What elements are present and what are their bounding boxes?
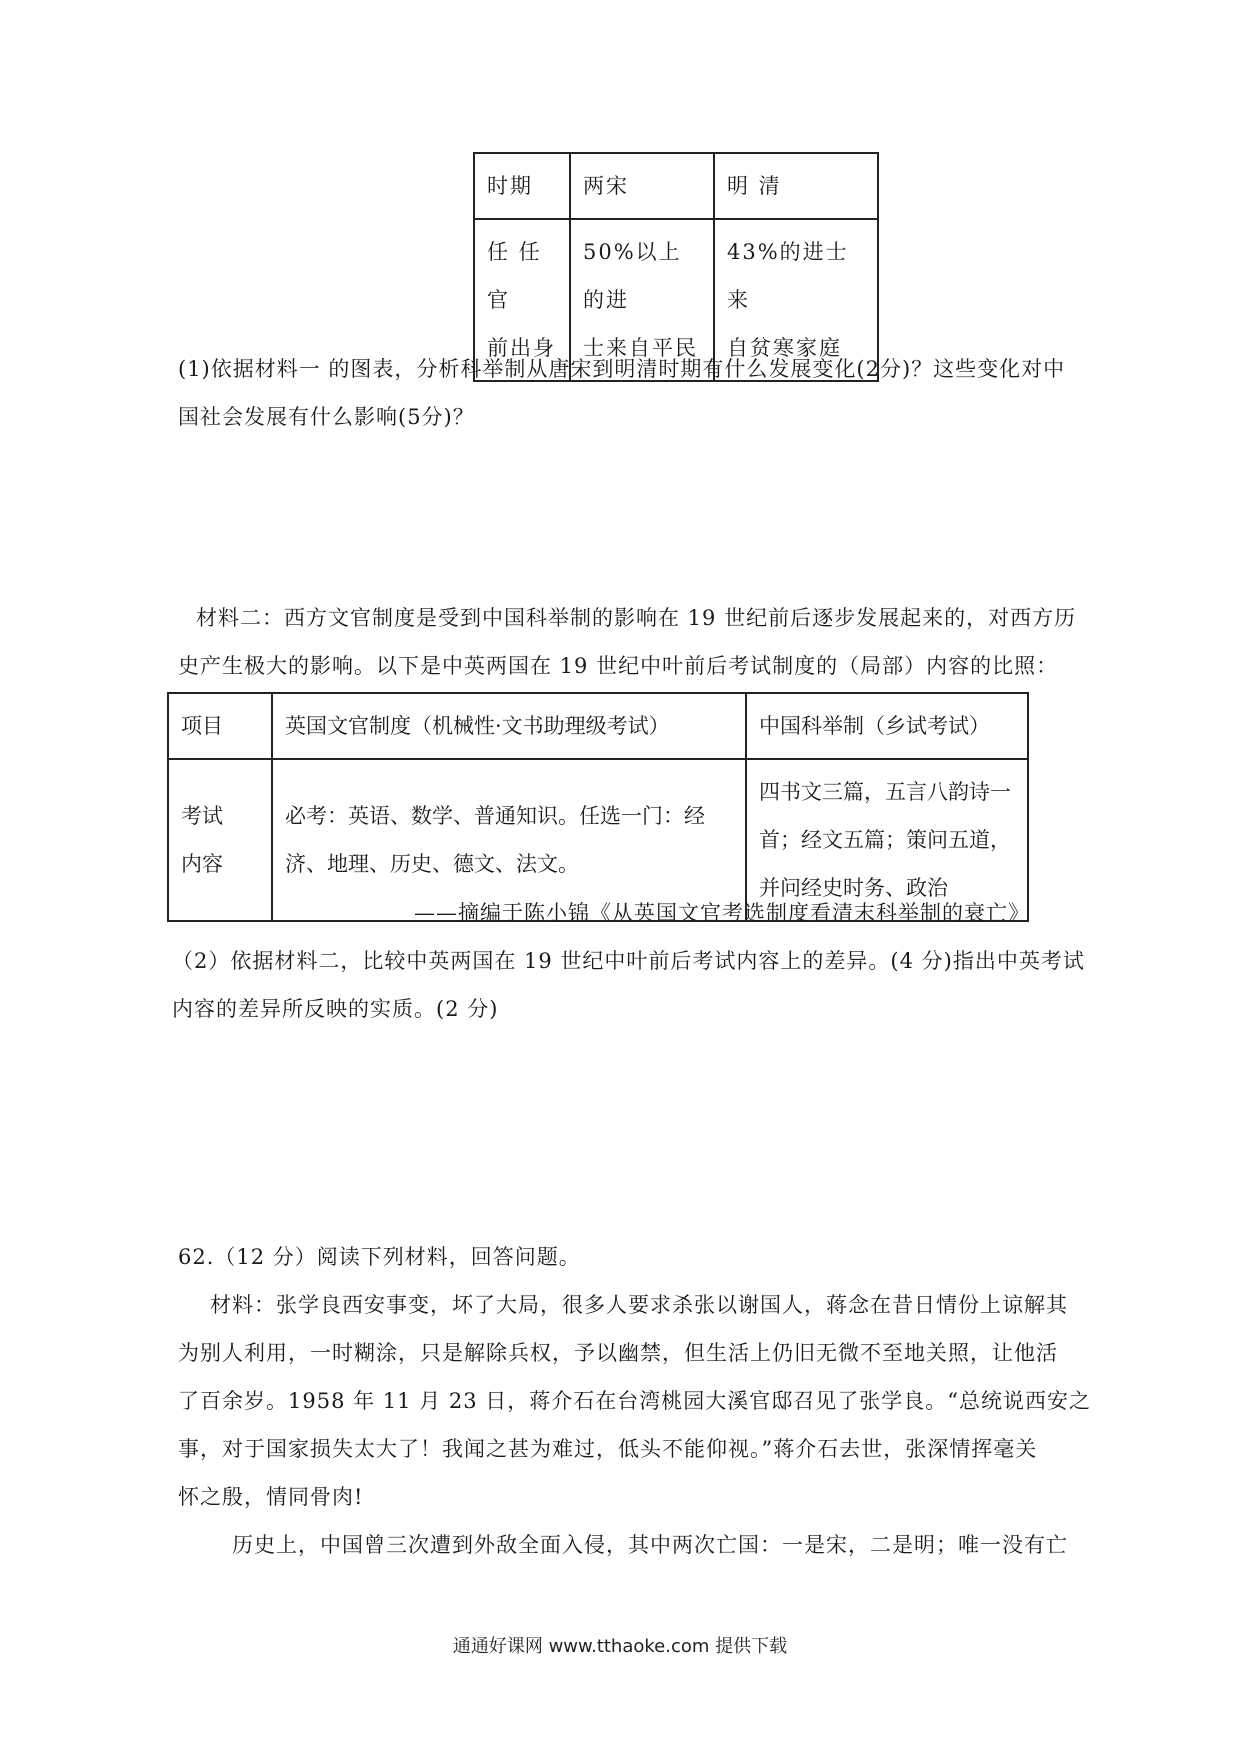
cell-cn-line1: 四书文三篇，五言八韵诗一 [759, 780, 1011, 804]
question-2-line2: 内容的差异所反映的实质。(2 分) [172, 997, 499, 1021]
question-1-line1: (1)依据材料一 的图表，分析科举制从唐宋到明清时期有什么发展变化(2分)？这些变化对中 [178, 357, 1066, 381]
question-1-line2: 国社会发展有什么影响(5分)？ [178, 405, 475, 429]
cell-song-line2: 士来自平民 [583, 336, 698, 360]
header-song: 两宋 [570, 153, 714, 219]
material-2-line1: 材料二：西方文官制度是受到中国科举制的影响在 19 世纪前后逐步发展起来的，对西方历 [196, 606, 1077, 630]
row-label-line1: 考试 [181, 804, 223, 828]
question-2-line1: （2）依据材料二，比较中英两国在 19 世纪中叶前后考试内容上的差异。(4 分)指出中英考试 [172, 949, 1085, 973]
exam-comparison-table [167, 692, 1029, 922]
header-period: 时期 [474, 153, 570, 219]
row-label-line2: 内容 [181, 852, 223, 876]
question-62-title: 62.（12 分）阅读下列材料，回答问题。 [178, 1245, 581, 1269]
material-62-line4: 事，对于国家损失太大了！我闻之甚为难过，低头不能仰视。”蒋介石去世，张深情挥毫关 [178, 1437, 1038, 1461]
cell-uk-line2: 济、地理、历史、德文、法文。 [285, 852, 579, 876]
material-2-line2: 史产生极大的影响。以下是中英两国在 19 世纪中叶前后考试制度的（局部）内容的比照： [178, 654, 1059, 678]
cell-mingqing-line2: 自贫寒家庭 [727, 336, 842, 360]
cell-cn-line2: 首；经文五篇；策问五道， [759, 828, 1011, 852]
header-cn: 中国科举制（乡试考试） [746, 693, 1028, 759]
cell-cn-line3: 并问经史时务、政治 [759, 876, 948, 900]
row-label-line1: 任 任 官 [487, 240, 542, 312]
header-item: 项目 [168, 693, 272, 759]
material-62-line1: 材料：张学良西安事变，坏了大局，很多人要求杀张以谢国人，蒋念在昔日情份上谅解其 [210, 1293, 1068, 1317]
material-62-line2: 为别人利用，一时糊涂，只是解除兵权，予以幽禁，但生活上仍旧无微不至地关照，让他活 [178, 1341, 1058, 1365]
cell-mingqing-line1: 43%的进士来 [727, 240, 849, 312]
question-1 [178, 345, 1065, 441]
question-2 [172, 937, 1085, 1033]
cell-uk-line1: 必考：英语、数学、普通知识。任选一门：经 [285, 804, 705, 828]
material-62-line3: 了百余岁。1958 年 11 月 23 日，蒋介石在台湾桃园大溪官邸召见了张学良。“总统说西安之 [178, 1389, 1091, 1413]
source-citation: ——摘编于陈小锦《从英国文官考选制度看清末科举制的衰亡》 [414, 901, 1030, 925]
footer-watermark: 通通好课网 www.tthaoke.com 提供下载 [452, 1636, 788, 1657]
header-mingqing: 明 清 [714, 153, 878, 219]
material-62-line6: 历史上，中国曾三次遭到外敌全面入侵，其中两次亡国：一是宋，二是明；唯一没有亡 [232, 1533, 1068, 1557]
row-label-line2: 前出身 [487, 336, 556, 360]
header-uk: 英国文官制度（机械性·文书助理级考试） [272, 693, 746, 759]
cell-song-line1: 50%以上的进 [583, 240, 682, 312]
material-62-line5: 怀之殷，情同骨肉! [178, 1485, 364, 1509]
